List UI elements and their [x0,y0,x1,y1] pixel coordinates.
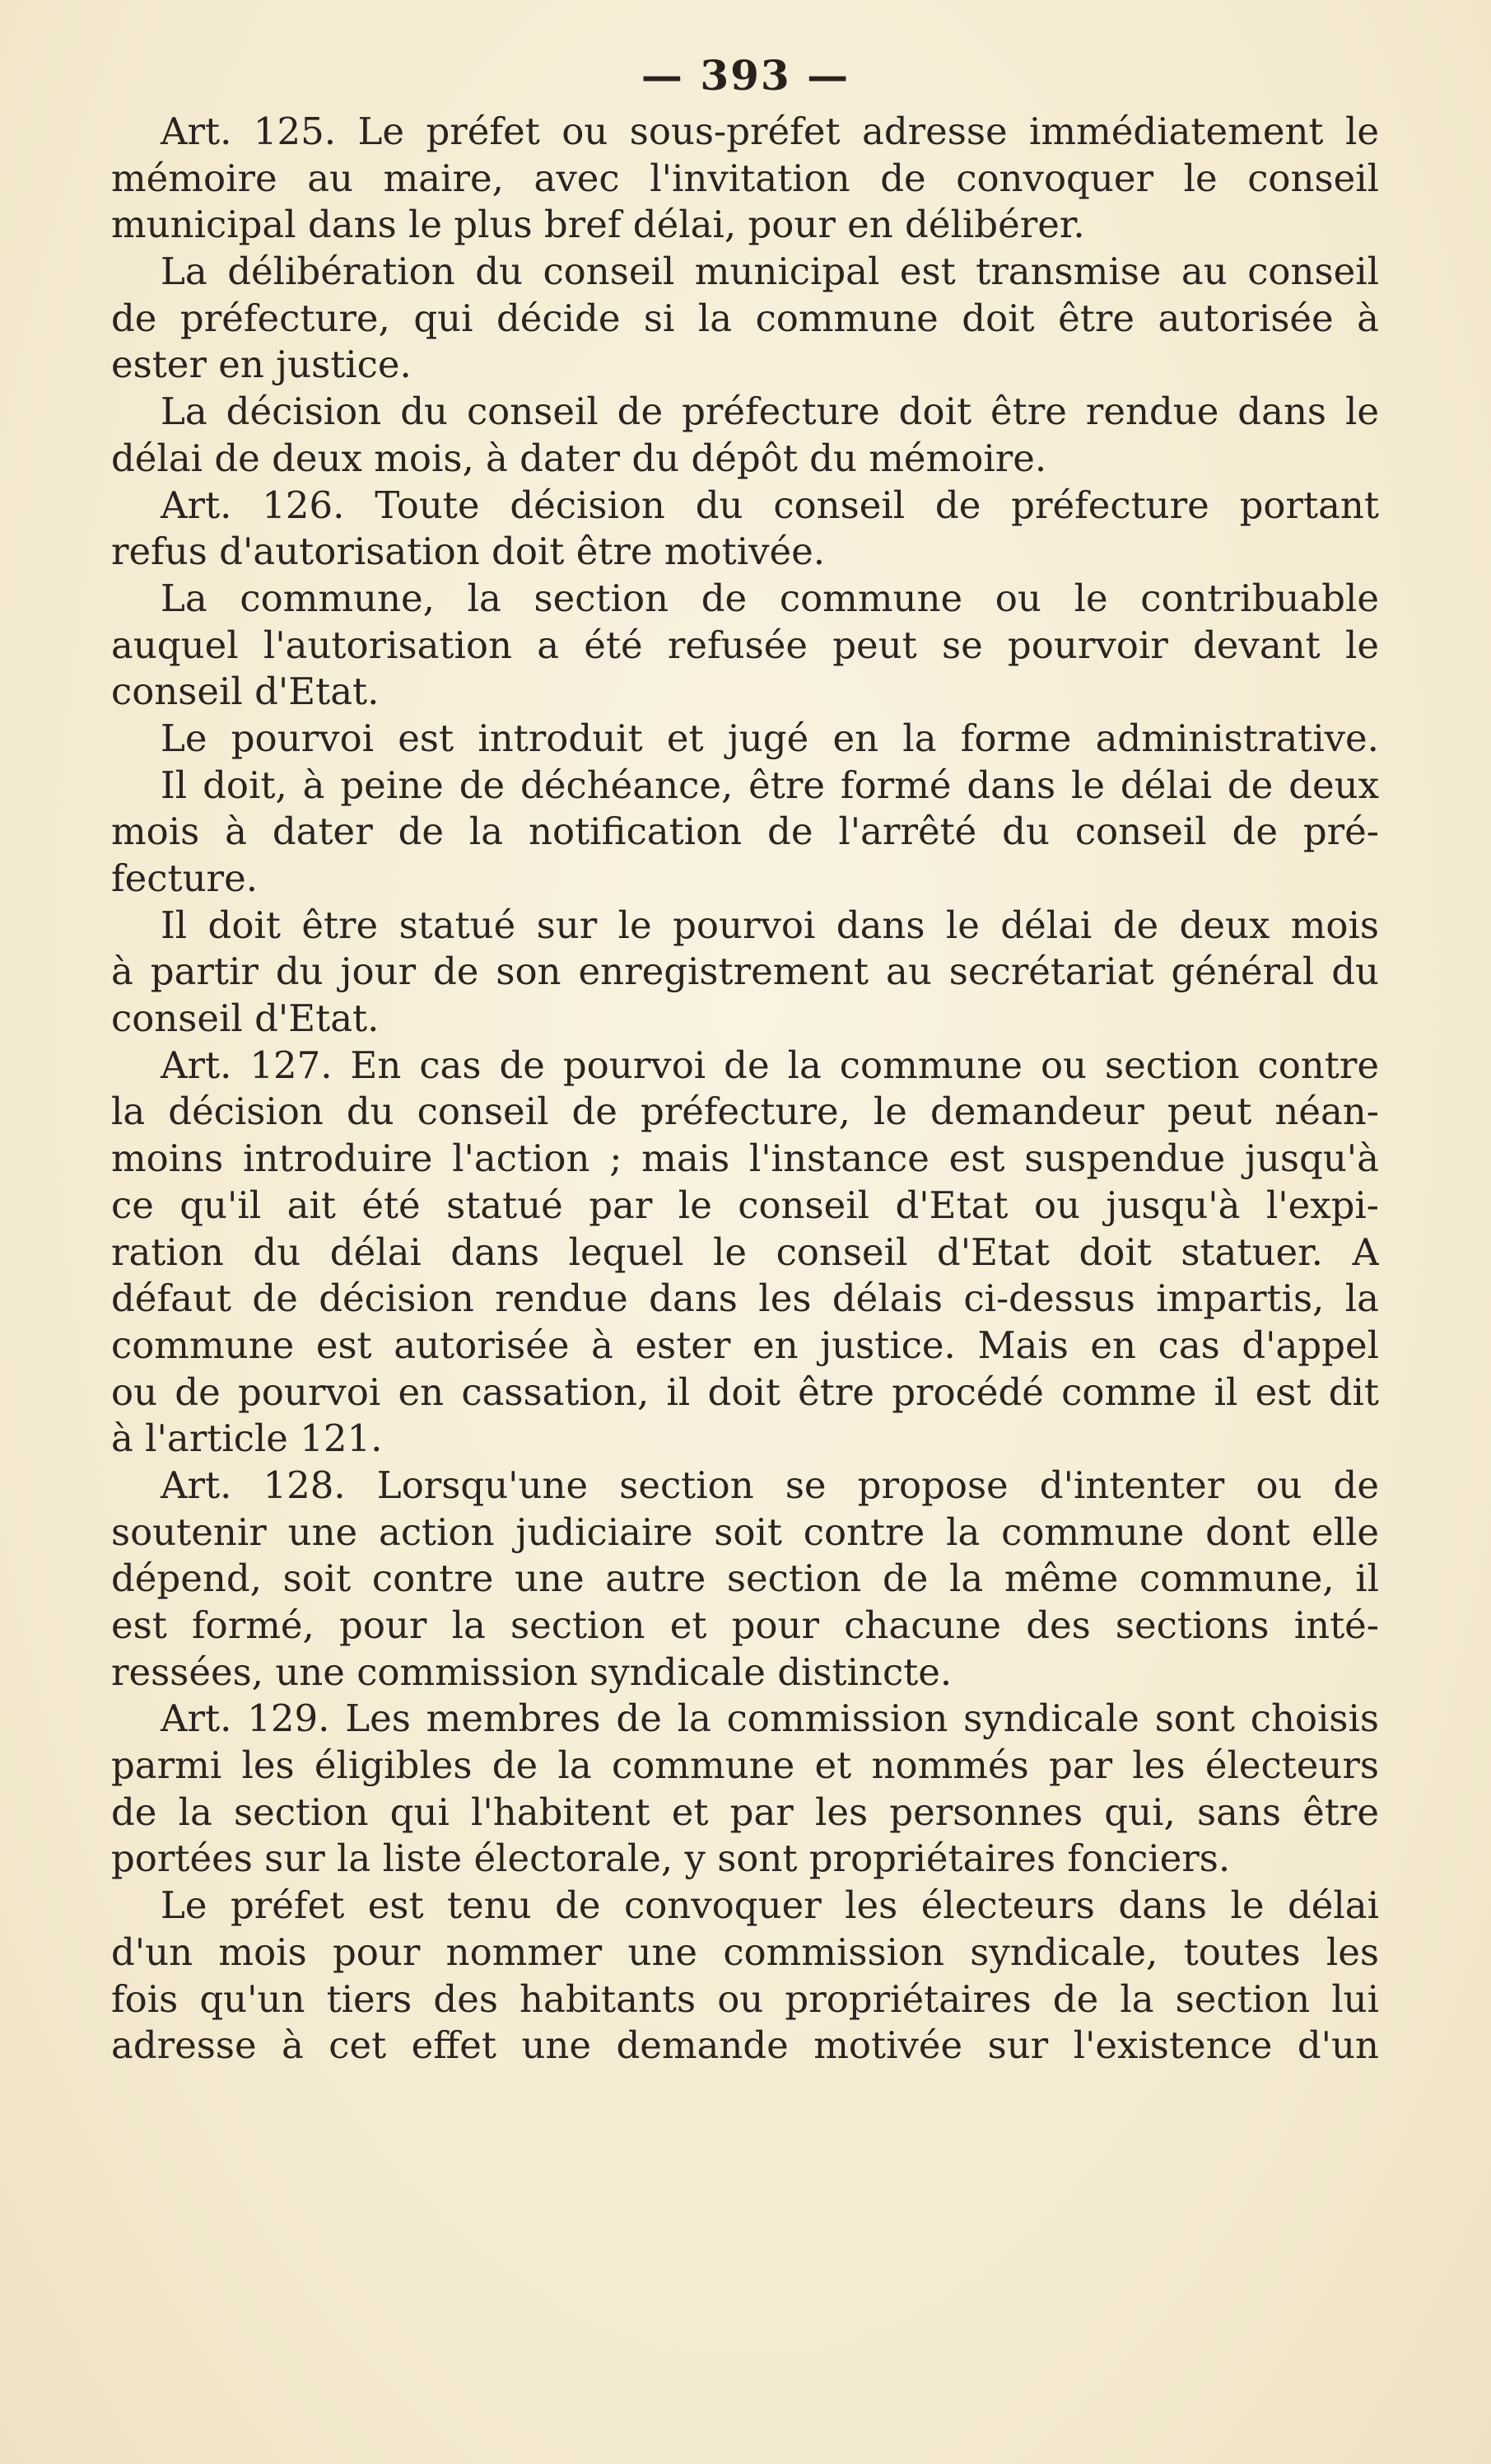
text-line: ce qu'il ait été statué par le conseil d'Etat ou jusqu'à l'expi- [111,1183,1379,1227]
text-line: soutenir une action judiciaire soit contre la commune dont elle [111,1510,1379,1554]
text-line: adresse à cet effet une demande motivée sur l'existence d'un [111,2023,1379,2068]
text-line: de la section qui l'habitent et par les personnes qui, sans être [111,1790,1379,1834]
page-number: — 393 — [641,51,850,100]
text-line: Art. 126. Toute décision du conseil de préfecture portant [161,483,1379,527]
text-line: défaut de décision rendue dans les délais ci-dessus impartis, la [111,1276,1379,1321]
text-line: conseil d'Etat. [111,996,380,1041]
text-line: Le préfet est tenu de convoquer les électeurs dans le délai [161,1883,1379,1928]
text-line: moins introduire l'action ; mais l'instance est suspendue jusqu'à [111,1136,1379,1181]
text-line: dépend, soit contre une autre section de la même commune, il [111,1556,1379,1601]
text-line: mémoire au maire, avec l'invitation de convoquer le conseil [111,156,1379,200]
text-line: Art. 129. Les membres de la commission syndicale sont choisis [161,1696,1379,1741]
text-line: Il doit être statué sur le pourvoi dans le délai de deux mois [161,903,1379,947]
text-line: à partir du jour de son enregistrement au secrétariat général du [111,950,1379,994]
text-line: Art. 128. Lorsqu'une section se propose d'intenter ou de [161,1463,1379,1507]
text-line: municipal dans le plus bref délai, pour en délibérer. [111,203,1085,247]
text-line: portées sur la liste électorale, y sont propriétaires fonciers. [111,1836,1231,1881]
text-line: est formé, pour la section et pour chacune des sections inté- [111,1603,1379,1647]
text-line: refus d'autorisation doit être motivée. [111,530,826,574]
text-line: fois qu'un tiers des habitants ou propriétaires de la section lui [111,1976,1379,2021]
text-line: délai de deux mois, à dater du dépôt du mémoire. [111,436,1047,480]
text-line: à l'article 121. [111,1416,383,1461]
text-line: ration du délai dans lequel le conseil d'Etat doit statuer. A [111,1230,1379,1274]
text-line: La commune, la section de commune ou le contribuable [161,576,1379,620]
text-line: auquel l'autorisation a été refusée peut se pourvoir devant le [111,623,1379,667]
text-line: Art. 127. En cas de pourvoi de la commune ou section contre [161,1043,1379,1087]
text-line: Le pourvoi est introduit et jugé en la forme administrative. [161,716,1379,760]
text-line: Il doit, à peine de déchéance, être formé dans le délai de deux [161,763,1379,807]
text-line: fecture. [111,856,259,900]
text-line: ester en justice. [111,343,412,387]
text-line: de préfecture, qui décide si la commune doit être autorisée à [111,296,1379,340]
text-line: commune est autorisée à ester en justice. Mais en cas d'appel [111,1323,1379,1367]
text-line: La délibération du conseil municipal est transmise au conseil [161,250,1379,294]
text-line: parmi les éligibles de la commune et nommés par les électeurs [111,1743,1379,1788]
text-line: La décision du conseil de préfecture doit être rendue dans le [161,390,1379,434]
text-line: mois à dater de la notification de l'arrêté du conseil de pré- [111,810,1379,854]
text-line: ou de pourvoi en cassation, il doit être procédé comme il est dit [111,1370,1379,1414]
text-line: la décision du conseil de préfecture, le demandeur peut néan- [111,1090,1379,1134]
text-line: d'un mois pour nommer une commission syndicale, toutes les [111,1930,1379,1974]
text-line: conseil d'Etat. [111,670,380,714]
body-text [111,109,1379,2070]
text-line: Art. 125. Le préfet ou sous-préfet adresse immédiatement le [161,110,1379,153]
text-line: ressées, une commission syndicale distincte. [111,1650,953,1694]
